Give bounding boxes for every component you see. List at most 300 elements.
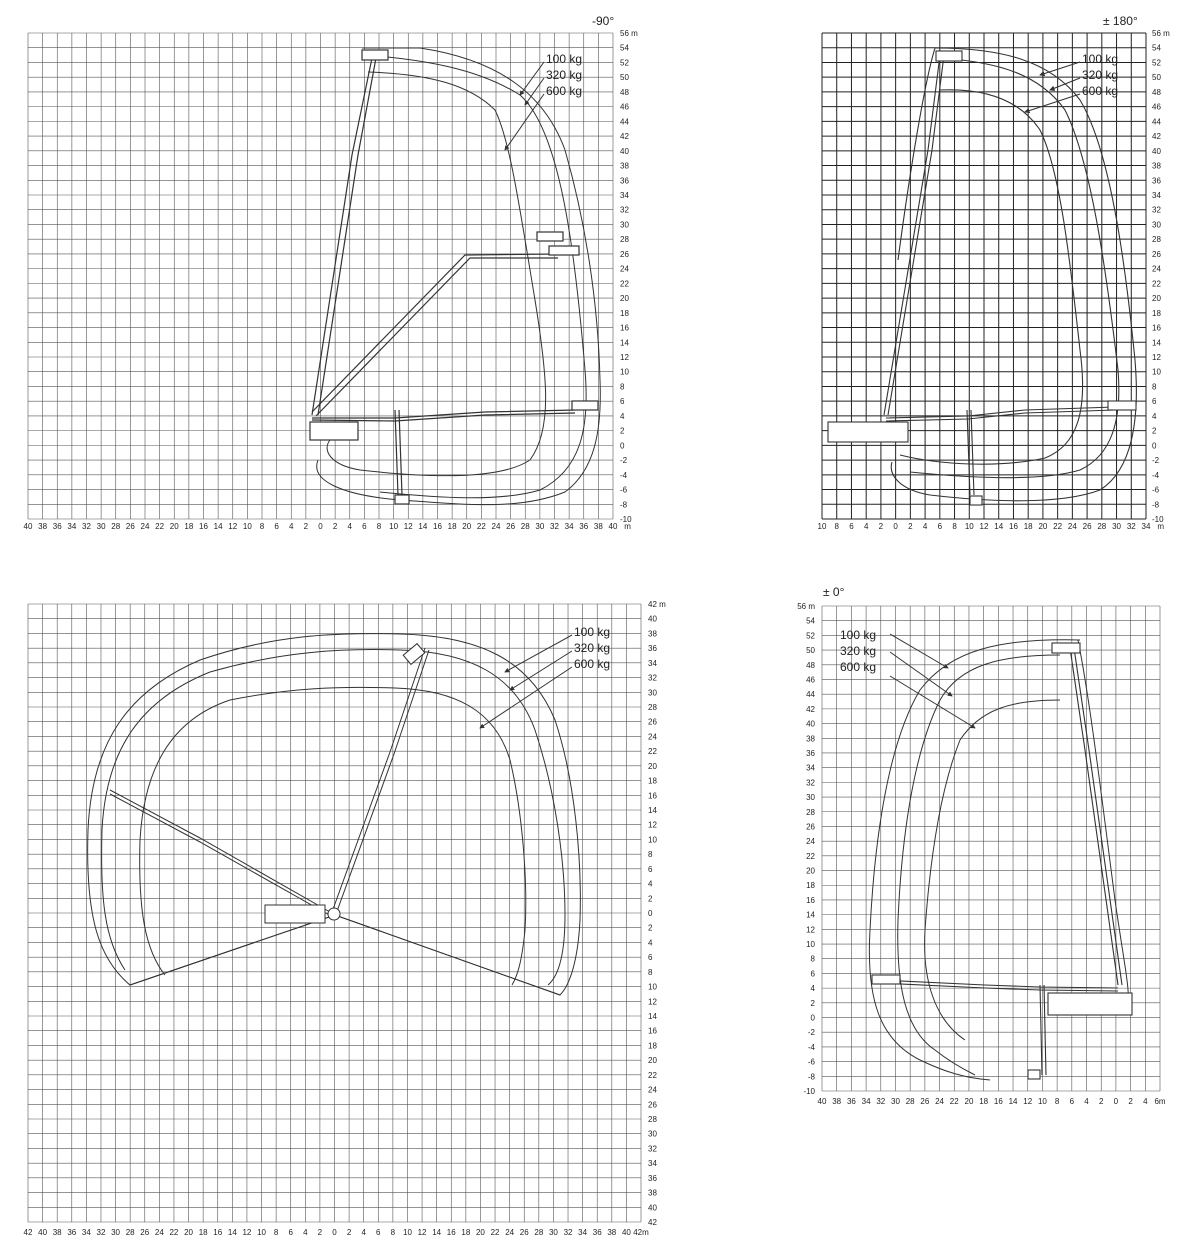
x-tick-label: 26 xyxy=(1082,522,1092,531)
basket-top-d1 xyxy=(362,50,388,60)
y-tick-label: 30 xyxy=(648,688,657,698)
x-tick-label: 8 xyxy=(952,522,957,531)
y-tick-label: 38 xyxy=(806,734,815,744)
legend-100kg-d3: 100 kg xyxy=(574,625,611,639)
y-tick-label: 46 xyxy=(1152,102,1161,112)
y-tick-label: 22 xyxy=(620,279,629,289)
x-tick-label: 38 xyxy=(38,522,48,531)
boom-horizontal-d4 xyxy=(880,980,1118,991)
x-tick-label: 36 xyxy=(52,522,62,531)
y-tick-label: 50 xyxy=(806,646,815,656)
x-tick-label: 6 xyxy=(362,522,367,531)
x-tick-label: 18 xyxy=(979,1097,989,1106)
x-tick-label: 4 xyxy=(303,1228,308,1237)
x-tick-label: 10 xyxy=(403,1228,412,1237)
y-tick-label: 6 xyxy=(648,953,653,963)
x-tick-label: 34 xyxy=(1141,522,1151,531)
x-tick-label: 24 xyxy=(140,522,150,531)
x-tick-label: 14 xyxy=(432,1228,442,1237)
x-tick-label: 32 xyxy=(82,522,91,531)
boom-positions-d4 xyxy=(872,643,1132,1079)
legend-320kg-d4: 320 kg xyxy=(840,644,877,658)
x-tick-label: 22 xyxy=(169,1228,179,1237)
y-tick-label: 10 xyxy=(648,982,657,992)
y-tick-label: 26 xyxy=(620,249,629,259)
y-tick-label: 10 xyxy=(1152,367,1161,377)
x-tick-label: 38 xyxy=(832,1097,842,1106)
y-tick-label: -2 xyxy=(807,1028,815,1038)
x-tick-label: 10 xyxy=(257,1228,266,1237)
basket-top-d2 xyxy=(936,51,962,61)
x-axis-ticks-d3 xyxy=(24,1228,650,1237)
y-tick-label: 40 xyxy=(648,614,657,624)
y-tick-label: -10 xyxy=(803,1087,815,1096)
y-tick-label: 20 xyxy=(620,294,629,304)
y-tick-label: 24 xyxy=(648,732,657,742)
x-tick-label: 28 xyxy=(520,522,530,531)
y-tick-label: 56 m xyxy=(620,29,638,38)
y-tick-label: 14 xyxy=(806,910,815,920)
x-tick-label: 6m xyxy=(1154,1097,1166,1106)
y-tick-label: 54 xyxy=(806,616,815,626)
y-axis-ticks-d4 xyxy=(797,602,815,1096)
y-tick-label: 28 xyxy=(620,235,629,245)
y-tick-label: 44 xyxy=(806,690,815,700)
x-tick-label: 20 xyxy=(964,1097,974,1106)
y-tick-label: -8 xyxy=(807,1072,815,1082)
x-tick-label: 2 xyxy=(1128,1097,1133,1106)
basket-mid-d1 xyxy=(537,232,563,241)
leader-100kg-d2 xyxy=(1040,62,1080,75)
y-tick-label: 34 xyxy=(1152,191,1161,200)
x-tick-label: m xyxy=(1157,522,1165,531)
x-tick-label: 12 xyxy=(417,1228,427,1237)
x-tick-label: 32 xyxy=(550,522,559,531)
x-tick-label: 28 xyxy=(125,1228,135,1237)
x-tick-label: 10 xyxy=(1037,1097,1047,1106)
x-tick-label: 2 xyxy=(1098,1097,1104,1106)
y-tick-label: 38 xyxy=(1152,161,1161,171)
legend-100kg-d4: 100 kg xyxy=(840,628,877,642)
y-tick-label: 8 xyxy=(810,954,815,964)
grid-d4 xyxy=(822,606,1160,1091)
x-tick-label: 6 xyxy=(1069,1097,1075,1106)
x-tick-label: 12 xyxy=(403,522,413,531)
x-tick-label: 14 xyxy=(418,522,428,531)
x-tick-label: 12 xyxy=(228,522,238,531)
y-tick-label: 16 xyxy=(1152,323,1161,333)
x-tick-label: 20 xyxy=(475,1228,485,1237)
x-tick-label: 6 xyxy=(937,522,943,531)
x-tick-label: 6 xyxy=(288,1228,293,1237)
x-tick-label: 24 xyxy=(491,522,501,531)
y-tick-label: 6 xyxy=(810,969,815,979)
x-tick-label: 30 xyxy=(111,1228,121,1237)
y-tick-label: -6 xyxy=(620,485,628,495)
x-tick-label: 16 xyxy=(213,1228,223,1237)
x-tick-label: 16 xyxy=(1009,522,1018,531)
y-tick-label: 18 xyxy=(1152,308,1161,318)
y-tick-label: 52 xyxy=(806,631,815,641)
y-tick-label: 6 xyxy=(620,397,625,407)
x-tick-label: 10 xyxy=(817,522,827,531)
x-tick-label: 24 xyxy=(1067,522,1077,531)
boom-positions-d3 xyxy=(110,644,429,923)
x-tick-label: 4 xyxy=(347,522,352,531)
y-tick-label: 2 xyxy=(648,923,653,933)
y-tick-label: 2 xyxy=(620,426,625,436)
angle-label-d1: -90° xyxy=(592,14,615,28)
y-tick-label: 10 xyxy=(806,940,815,950)
y-tick-label: 6 xyxy=(1152,397,1157,407)
y-tick-label: 16 xyxy=(648,791,657,801)
x-tick-label: 18 xyxy=(198,1228,208,1237)
x-tick-label: 28 xyxy=(1097,522,1107,531)
y-tick-label: 22 xyxy=(648,747,657,757)
x-tick-label: 24 xyxy=(154,1228,164,1237)
x-tick-label: 4 xyxy=(289,522,294,531)
envelope-320kg-d3 xyxy=(102,650,565,985)
y-tick-label: 42 xyxy=(648,1218,657,1227)
x-tick-label: m xyxy=(624,522,631,531)
basket-upper-d3 xyxy=(403,644,425,665)
legend-600kg-d2: 600 kg xyxy=(1082,84,1119,98)
x-axis-ticks-d1 xyxy=(24,522,632,531)
x-tick-label: 40 xyxy=(621,1228,631,1237)
y-tick-label: 8 xyxy=(648,967,653,977)
x-tick-label: 2 xyxy=(332,522,338,531)
y-tick-label: 4 xyxy=(810,984,815,994)
x-tick-label: 32 xyxy=(1126,522,1136,531)
envelope-100kg-d1 xyxy=(317,48,601,505)
x-tick-label: 32 xyxy=(563,1228,573,1237)
boom-diagonal-d1 xyxy=(312,254,558,416)
y-tick-label: 26 xyxy=(648,1100,657,1110)
y-tick-label: 0 xyxy=(810,1013,815,1023)
y-tick-label: 28 xyxy=(806,807,815,817)
y-tick-label: 4 xyxy=(620,411,625,421)
legend-100kg-d2: 100 kg xyxy=(1082,52,1119,66)
x-tick-label: 34 xyxy=(578,1228,588,1237)
x-tick-label: 6 xyxy=(274,522,279,531)
envelope-curves-d1 xyxy=(317,48,601,505)
x-tick-label: 36 xyxy=(592,1228,602,1237)
y-tick-label: 14 xyxy=(620,338,629,348)
x-tick-label: 6 xyxy=(376,1228,381,1237)
diagram-0 xyxy=(797,585,1166,1106)
x-tick-label: 36 xyxy=(67,1228,77,1237)
y-tick-label: -4 xyxy=(807,1042,815,1052)
angle-label-d2: ± 180° xyxy=(1103,14,1138,28)
x-tick-label: 30 xyxy=(1112,522,1121,531)
y-tick-label: 2 xyxy=(648,894,653,904)
x-tick-label: 16 xyxy=(446,1228,456,1237)
y-tick-label: 14 xyxy=(648,806,657,815)
x-tick-label: 6 xyxy=(849,522,854,531)
x-tick-label: 38 xyxy=(607,1228,617,1237)
boom-horizontal-d1 xyxy=(312,410,575,421)
y-tick-label: 40 xyxy=(648,1203,657,1213)
x-tick-label: 10 xyxy=(964,522,974,531)
boom-vertical-d2 xyxy=(884,55,944,415)
load-legend-d4 xyxy=(840,628,876,674)
x-axis-ticks-d2 xyxy=(818,522,1165,531)
x-tick-label: 24 xyxy=(505,1228,515,1237)
x-tick-label: 18 xyxy=(461,1228,471,1237)
x-tick-label: 26 xyxy=(506,522,516,531)
x-tick-label: 22 xyxy=(476,522,486,531)
y-tick-label: 12 xyxy=(648,820,657,830)
y-tick-label: -2 xyxy=(1152,456,1160,466)
x-tick-label: 30 xyxy=(96,522,106,531)
grid-d2 xyxy=(822,33,1146,519)
y-tick-label: 0 xyxy=(1152,441,1157,451)
x-tick-label: 16 xyxy=(993,1097,1003,1106)
y-tick-label: 18 xyxy=(620,308,629,318)
y-tick-label: 40 xyxy=(620,146,629,156)
y-tick-label: 40 xyxy=(806,719,815,729)
y-tick-label: 32 xyxy=(806,778,815,788)
y-tick-label: 14 xyxy=(648,1012,657,1021)
x-tick-label: 26 xyxy=(125,522,135,531)
x-tick-label: 28 xyxy=(534,1228,544,1237)
y-tick-label: 28 xyxy=(648,703,657,712)
y-tick-label: 42 xyxy=(620,132,629,142)
x-tick-label: 14 xyxy=(227,1228,237,1237)
y-tick-label: 14 xyxy=(1152,338,1161,348)
load-legend-d3 xyxy=(574,625,610,671)
y-tick-label: 36 xyxy=(648,1173,657,1183)
envelope-600kg-d2 xyxy=(900,90,1083,464)
y-tick-label: 0 xyxy=(648,909,653,918)
envelope-left-d2 xyxy=(898,48,935,260)
x-tick-label: 18 xyxy=(447,522,457,531)
x-tick-label: 10 xyxy=(389,522,399,531)
y-tick-label: -6 xyxy=(1152,485,1160,495)
y-tick-label: 22 xyxy=(1152,279,1161,289)
x-tick-label: 40 xyxy=(38,1228,48,1237)
angle-label-d4: ± 0° xyxy=(823,585,845,599)
x-tick-label: 32 xyxy=(876,1097,886,1106)
y-tick-label: 18 xyxy=(648,1041,657,1051)
y-tick-label: 38 xyxy=(620,161,629,171)
basket-low-d1 xyxy=(395,495,409,504)
load-legend-d2 xyxy=(1082,52,1118,98)
basket-low-d2 xyxy=(970,496,982,505)
x-tick-label: 4 xyxy=(361,1228,366,1237)
x-tick-label: 20 xyxy=(462,522,472,531)
y-tick-label: -4 xyxy=(620,470,628,480)
x-tick-label: 22 xyxy=(949,1097,959,1106)
y-tick-label: 46 xyxy=(806,675,815,685)
y-tick-label: 38 xyxy=(648,1188,657,1198)
basket-top-d4 xyxy=(1052,643,1080,653)
y-tick-label: 20 xyxy=(648,761,657,771)
y-tick-label: 16 xyxy=(620,323,629,333)
x-tick-label: 22 xyxy=(490,1228,500,1237)
y-tick-label: 34 xyxy=(648,1159,657,1169)
y-tick-label: 28 xyxy=(1152,235,1161,245)
x-tick-label: 26 xyxy=(920,1097,930,1106)
y-tick-label: 36 xyxy=(806,748,815,758)
y-tick-label: 36 xyxy=(1152,176,1161,186)
y-tick-label: -10 xyxy=(620,515,632,524)
y-tick-label: 34 xyxy=(648,658,657,668)
x-tick-label: 34 xyxy=(67,522,77,531)
x-tick-label: 20 xyxy=(169,522,179,531)
y-tick-label: 8 xyxy=(1152,382,1157,392)
leader-600kg-d4 xyxy=(890,676,975,728)
y-tick-label: 20 xyxy=(1152,294,1161,304)
leader-600kg-d2 xyxy=(1025,94,1080,112)
y-tick-label: 50 xyxy=(620,73,629,83)
y-tick-label: 52 xyxy=(1152,58,1161,68)
slewing-sector-d3 xyxy=(130,915,560,995)
x-tick-label: 30 xyxy=(548,1228,558,1237)
x-tick-label: 18 xyxy=(1023,522,1033,531)
x-tick-label: 34 xyxy=(861,1097,871,1106)
y-tick-label: 44 xyxy=(620,117,629,127)
x-tick-label: 32 xyxy=(96,1228,106,1237)
y-tick-label: -6 xyxy=(807,1057,815,1067)
x-tick-label: 8 xyxy=(273,1228,279,1237)
x-tick-label: 36 xyxy=(579,522,589,531)
x-tick-label: 26 xyxy=(519,1228,529,1237)
legend-100kg-d1: 100 kg xyxy=(546,52,583,66)
y-tick-label: -4 xyxy=(1152,470,1160,480)
y-tick-label: 38 xyxy=(648,629,657,639)
y-tick-label: 54 xyxy=(1152,43,1161,53)
y-axis-ticks-d1 xyxy=(620,29,638,524)
y-tick-label: 16 xyxy=(648,1026,657,1036)
x-tick-label: 14 xyxy=(213,522,223,531)
y-tick-label: 26 xyxy=(648,717,657,727)
y-tick-label: 30 xyxy=(648,1129,657,1139)
basket-mid2-d1 xyxy=(549,246,579,255)
y-tick-label: 34 xyxy=(620,191,629,200)
y-tick-label: 32 xyxy=(620,205,629,215)
x-tick-label: 16 xyxy=(433,522,442,531)
x-tick-label: 28 xyxy=(111,522,121,531)
x-tick-label: 10 xyxy=(242,522,252,531)
vehicle-d3 xyxy=(265,905,325,923)
y-tick-label: 26 xyxy=(806,822,815,832)
boom-down-d2 xyxy=(967,410,974,495)
x-tick-label: 36 xyxy=(846,1097,856,1106)
legend-320kg-d3: 320 kg xyxy=(574,641,611,655)
y-axis-ticks-d2 xyxy=(1152,29,1170,524)
y-tick-label: 30 xyxy=(620,220,629,230)
x-tick-label: 38 xyxy=(52,1228,62,1237)
envelope-320kg-d4 xyxy=(898,655,1060,1075)
x-tick-label: 12 xyxy=(979,522,989,531)
y-tick-label: 4 xyxy=(648,938,653,948)
y-tick-label: 12 xyxy=(648,997,657,1007)
y-tick-label: 0 xyxy=(620,441,625,451)
x-tick-label: 42m xyxy=(633,1228,649,1237)
x-tick-label: 2 xyxy=(346,1228,352,1237)
y-tick-label: 52 xyxy=(620,58,629,68)
y-tick-label: 12 xyxy=(620,353,629,362)
y-tick-label: 24 xyxy=(648,1085,657,1095)
x-axis-ticks-d4 xyxy=(818,1097,1166,1106)
y-tick-label: -10 xyxy=(1152,515,1164,524)
x-tick-label: 8 xyxy=(259,522,265,531)
y-tick-label: 20 xyxy=(648,1056,657,1066)
x-tick-label: 14 xyxy=(1008,1097,1018,1106)
y-tick-label: 2 xyxy=(1152,426,1157,436)
x-tick-label: 22 xyxy=(1053,522,1063,531)
vehicle-d2 xyxy=(828,422,908,442)
boom-vertical-d4 xyxy=(1070,648,1122,985)
turret-d3 xyxy=(328,908,340,920)
legend-600kg-d3: 600 kg xyxy=(574,657,611,671)
x-tick-label: 8 xyxy=(390,1228,396,1237)
y-tick-label: 2 xyxy=(810,998,815,1008)
x-tick-label: 4 xyxy=(863,522,869,531)
x-tick-label: 4 xyxy=(1084,1097,1089,1106)
x-tick-label: 2 xyxy=(317,1228,323,1237)
x-tick-label: 40 xyxy=(817,1097,827,1106)
x-tick-label: 4 xyxy=(922,522,928,531)
y-tick-label: 12 xyxy=(806,925,815,935)
x-tick-label: 42 xyxy=(23,1228,33,1237)
y-tick-label: 32 xyxy=(648,673,657,683)
x-tick-label: 0 xyxy=(893,522,898,531)
leader-100kg-d3 xyxy=(505,635,572,672)
envelope-curves-d3 xyxy=(88,634,581,995)
y-tick-label: 42 xyxy=(806,704,815,714)
boom-down-d1 xyxy=(395,410,402,495)
legend-600kg-d4: 600 kg xyxy=(840,660,877,674)
y-tick-label: 44 xyxy=(1152,117,1161,127)
y-tick-label: 46 xyxy=(620,102,629,112)
y-tick-label: 48 xyxy=(1152,87,1161,97)
y-tick-label: 10 xyxy=(648,835,657,845)
boom-vertical-d1 xyxy=(312,58,376,415)
vehicle-d4 xyxy=(1048,993,1132,1015)
y-tick-label: 18 xyxy=(806,881,815,891)
y-tick-label: 30 xyxy=(1152,220,1161,230)
legend-320kg-d2: 320 kg xyxy=(1082,68,1119,82)
diagram-180 xyxy=(818,14,1171,531)
x-tick-label: 2 xyxy=(303,522,309,531)
y-tick-label: 54 xyxy=(620,43,629,53)
y-tick-label: 50 xyxy=(1152,73,1161,83)
y-tick-label: 20 xyxy=(806,866,815,876)
x-tick-label: 38 xyxy=(593,522,603,531)
x-tick-label: 16 xyxy=(199,522,208,531)
y-tick-label: 22 xyxy=(806,851,815,861)
y-tick-label: 28 xyxy=(648,1115,657,1124)
x-tick-label: 34 xyxy=(564,522,574,531)
diagram-top-view xyxy=(24,600,667,1237)
y-tick-label: 36 xyxy=(648,644,657,654)
y-tick-label: 56 m xyxy=(1152,29,1170,38)
y-tick-label: 24 xyxy=(806,837,815,847)
y-tick-label: 48 xyxy=(806,660,815,670)
leader-320kg-d3 xyxy=(510,651,572,690)
legend-600kg-d1: 600 kg xyxy=(546,84,583,98)
x-tick-label: 24 xyxy=(935,1097,945,1106)
y-tick-label: -2 xyxy=(620,456,628,466)
x-tick-label: 20 xyxy=(1038,522,1048,531)
y-tick-label: 10 xyxy=(620,367,629,377)
y-tick-label: 22 xyxy=(648,1070,657,1080)
leader-320kg-d1 xyxy=(525,78,544,105)
y-tick-label: 18 xyxy=(648,776,657,786)
y-axis-ticks-d3 xyxy=(648,600,666,1227)
